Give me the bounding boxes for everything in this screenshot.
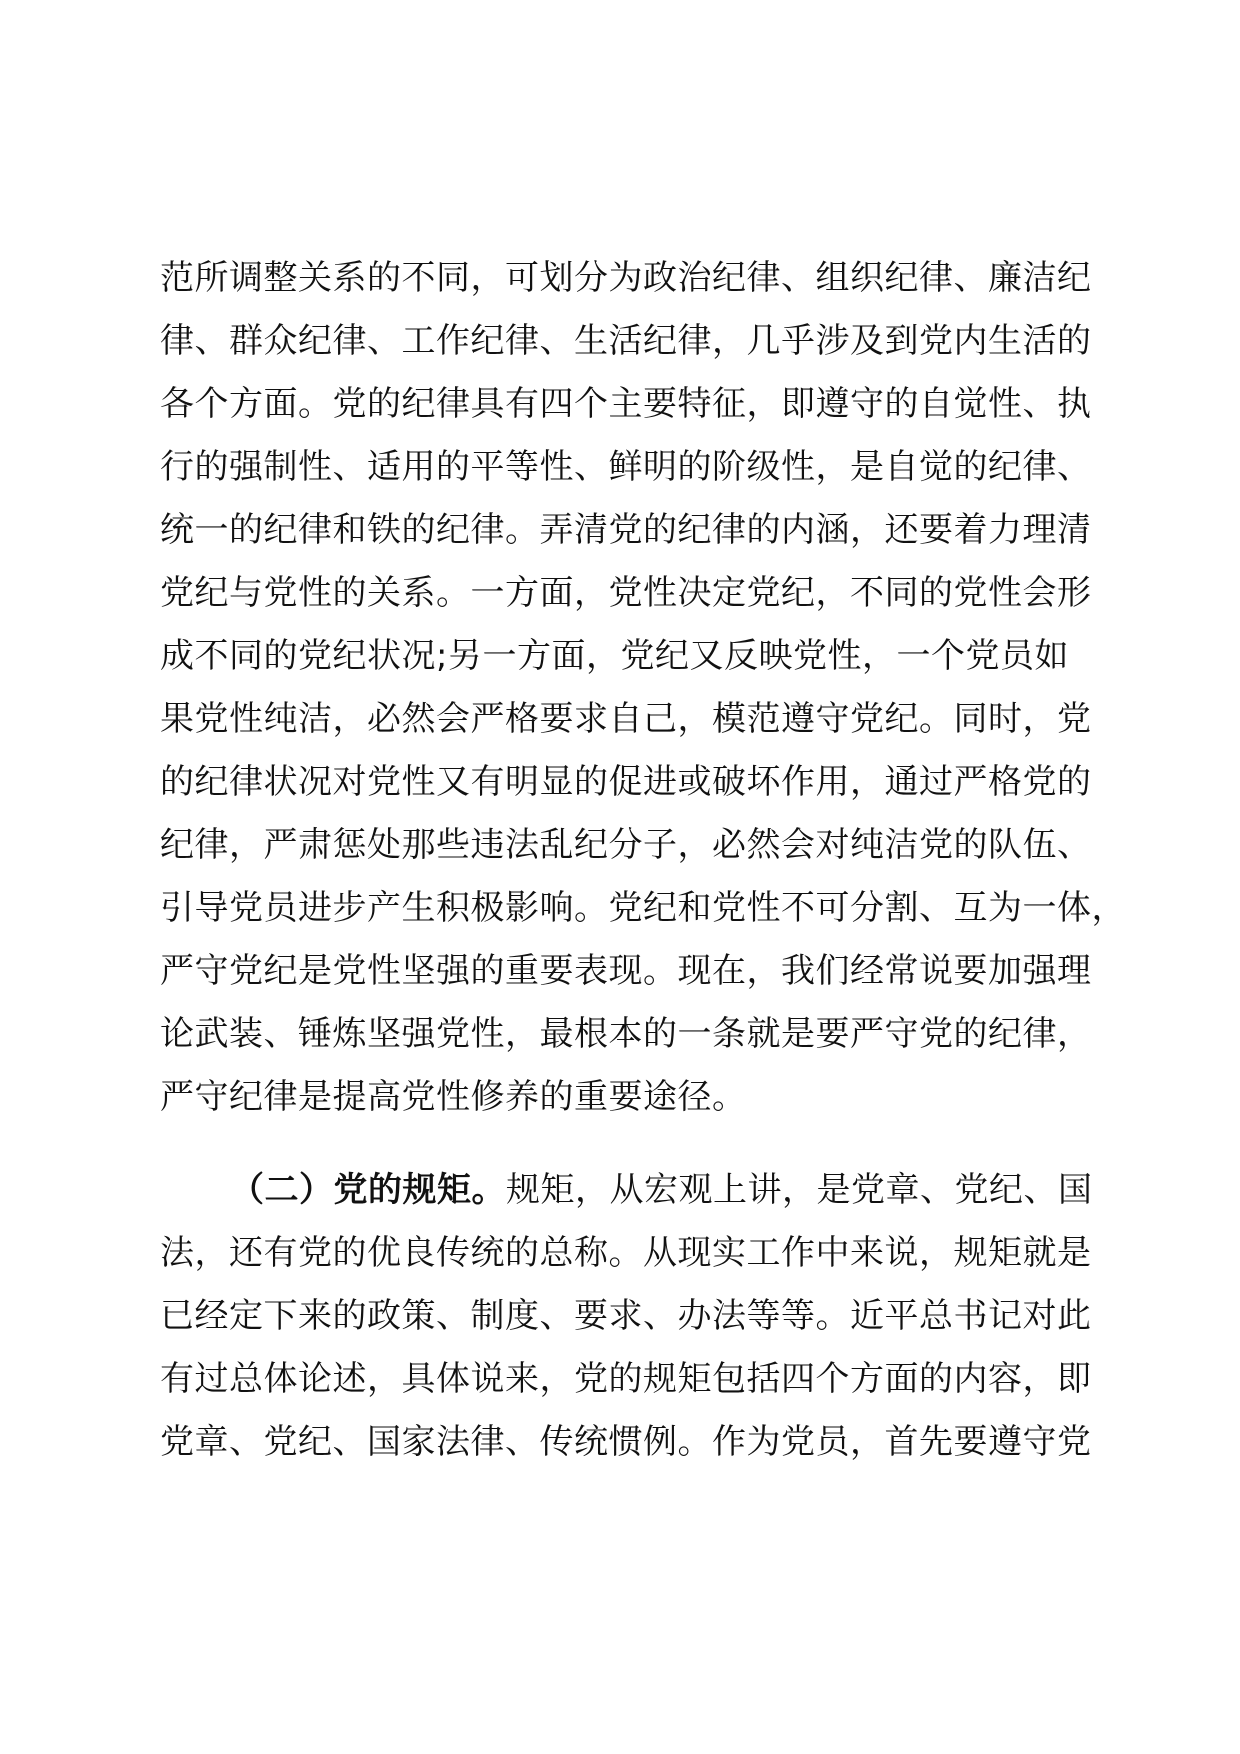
paragraph-line: 律、群众纪律、工作纪律、生活纪律，几乎涉及到党内生活的 (160, 321, 1092, 361)
section-heading-line (230, 1170, 1093, 1210)
paragraph-text: 规矩，从宏观上讲，是党章、党纪、国 (506, 1170, 1093, 1210)
paragraph-line: 各个方面。党的纪律具有四个主要特征，即遵守的自觉性、执 (160, 384, 1092, 424)
paragraph-line: 纪律，严肃惩处那些违法乱纪分子，必然会对纯洁党的队伍、 (160, 825, 1092, 865)
paragraph-line: 引导党员进步产生积极影响。党纪和党性不可分割、互为一体， (160, 888, 1126, 928)
paragraph-line: 的纪律状况对党性又有明显的促进或破坏作用，通过严格党的 (160, 762, 1092, 802)
paragraph-line: 严守纪律是提高党性修养的重要途径。 (160, 1077, 747, 1117)
paragraph-line: 成不同的党纪状况;另一方面，党纪又反映党性，一个党员如 (160, 636, 1069, 676)
paragraph-line: 有过总体论述，具体说来，党的规矩包括四个方面的内容，即 (160, 1359, 1092, 1399)
paragraph-line: 统一的纪律和铁的纪律。弄清党的纪律的内涵，还要着力理清 (160, 510, 1092, 550)
paragraph-line: 严守党纪是党性坚强的重要表现。现在，我们经常说要加强理 (160, 951, 1092, 991)
paragraph-line: 已经定下来的政策、制度、要求、办法等等。近平总书记对此 (160, 1296, 1092, 1336)
paragraph-line: 法，还有党的优良传统的总称。从现实工作中来说，规矩就是 (160, 1233, 1092, 1273)
paragraph-line: 党章、党纪、国家法律、传统惯例。作为党员，首先要遵守党 (160, 1422, 1092, 1462)
section-heading: （二）党的规矩。 (230, 1170, 506, 1210)
paragraph-line: 党纪与党性的关系。一方面，党性决定党纪，不同的党性会形 (160, 573, 1092, 613)
paragraph-line: 行的强制性、适用的平等性、鲜明的阶级性，是自觉的纪律、 (160, 447, 1092, 487)
paragraph-line: 论武装、锤炼坚强党性，最根本的一条就是要严守党的纪律， (160, 1014, 1092, 1054)
paragraph-line: 果党性纯洁，必然会严格要求自己，模范遵守党纪。同时，党 (160, 699, 1092, 739)
paragraph-line: 范所调整关系的不同，可划分为政治纪律、组织纪律、廉洁纪 (160, 258, 1092, 298)
